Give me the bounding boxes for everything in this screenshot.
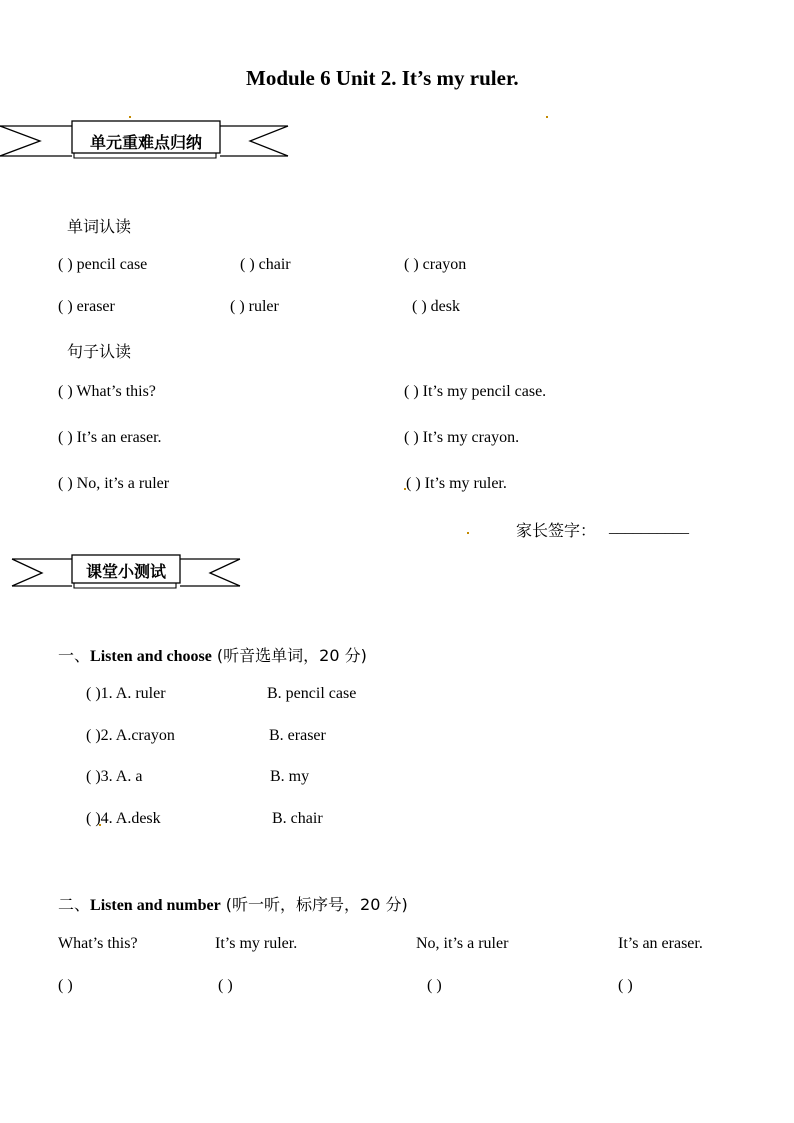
vocab-item: ( ) eraser [58,298,115,315]
question-option-a: ( )1. A. ruler [86,685,166,702]
vocab-item: ( ) pencil case [58,256,148,273]
number-item: It’s an eraser. [618,935,703,952]
vocab-item: ( ) crayon [404,256,467,273]
question-option-b: B. eraser [269,727,326,744]
number-item: What’s this? [58,935,138,952]
number-item: No, it’s a ruler [416,935,509,952]
stray-dot [546,116,548,118]
sentence-item: ( ) What’s this? [58,383,156,400]
section1-note: (听音选单词，20 分) [211,646,367,665]
number-blank[interactable]: ( ) [427,977,442,994]
vocab-item: ( ) desk [412,298,460,315]
number-blank[interactable]: ( ) [618,977,633,994]
question-option-b: B. chair [272,810,323,827]
sentence-item: ( ) It’s my crayon. [404,429,520,446]
number-item: It’s my ruler. [215,935,298,952]
banner-label-summary: 单元重难点归纳 [89,133,202,152]
question-option-a: ( )4. A.desk [86,810,161,827]
question-option-b: B. pencil case [267,685,357,702]
question-option-a: ( )3. A. a [86,768,143,785]
section2-heading [58,892,408,915]
question-option-a: ( )2. A.crayon [86,727,175,744]
sentence-item: ( ) It’s my pencil case. [404,383,547,400]
vocab-item: ( ) chair [240,256,291,273]
number-blank[interactable]: ( ) [218,977,233,994]
vocab-item: ( ) ruler [230,298,279,315]
sentences-heading: 句子认读 [67,342,132,361]
section2-title: Listen and number [90,897,221,914]
page-title: Module 6 Unit 2. It’s my ruler. [246,66,519,90]
sentence-item: ( ) No, it’s a ruler [58,475,170,492]
section2-prefix: 二、 [58,895,91,914]
section1-prefix: 一、 [58,646,91,665]
vocab-heading: 单词认读 [67,217,132,236]
number-blank[interactable]: ( ) [58,977,73,994]
parent-signature-label: 家长签字： [516,521,597,540]
question-option-b: B. my [270,768,310,785]
section1-title: Listen and choose [90,648,212,665]
banner-label-quiz: 课堂小测试 [85,562,166,581]
sentence-item: ( ) It’s my ruler. [406,475,507,492]
section2-note: (听一听，标序号，20 分) [220,895,408,914]
stray-dot [467,532,469,534]
parent-signature-line[interactable]: __________ [609,519,689,536]
section1-heading [58,643,367,666]
sentence-item: ( ) It’s an eraser. [58,429,162,446]
